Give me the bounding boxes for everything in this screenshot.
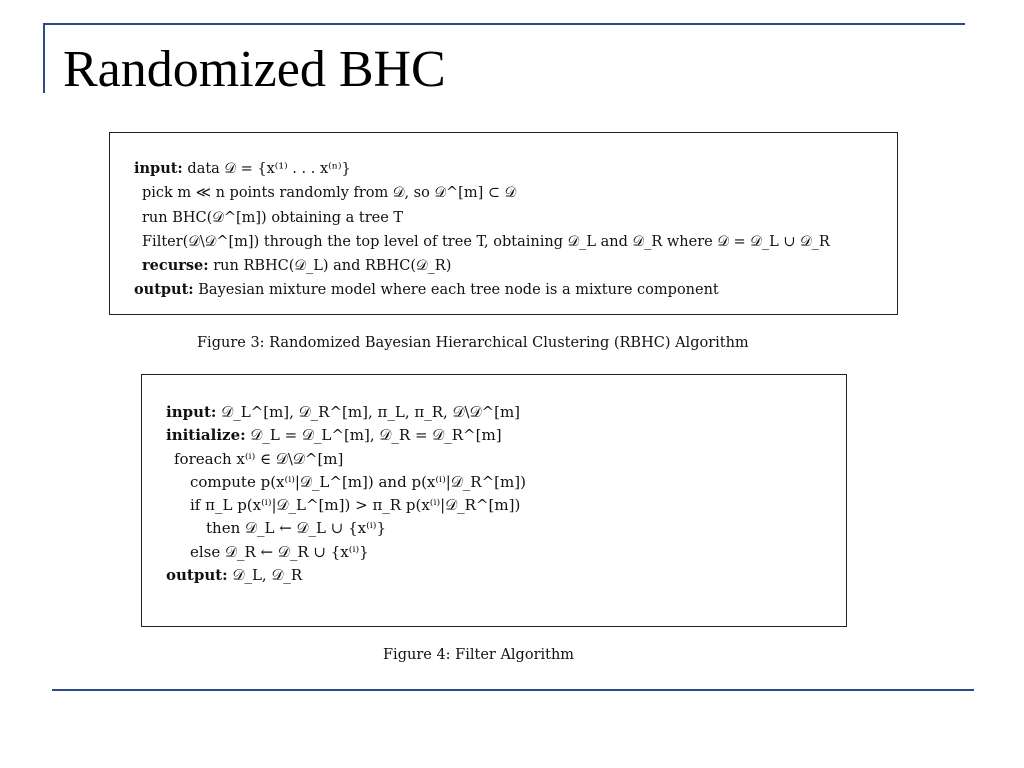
algo-keyword: output: [166, 566, 228, 585]
algo-text: pick m ≪ n points randomly from 𝒟, so 𝒟^[m] ⊂ 𝒟 [142, 185, 517, 202]
filter-algorithm-lines [166, 401, 840, 587]
rbhc-algorithm-lines [134, 157, 891, 303]
bottom-accent-rule [52, 689, 974, 691]
algo-text: compute p(x⁽ⁱ⁾|𝒟_L^[m]) and p(x⁽ⁱ⁾|𝒟_R^[m]) [190, 472, 526, 491]
algo-line [134, 230, 891, 254]
algo-line [166, 517, 840, 540]
left-accent-rule [43, 23, 45, 93]
algo-line [166, 471, 840, 494]
algo-text: 𝒟_L^[m], 𝒟_R^[m], π_L, π_R, 𝒟\𝒟^[m] [216, 403, 521, 421]
algo-text: 𝒟_L = 𝒟_L^[m], 𝒟_R = 𝒟_R^[m] [245, 426, 502, 445]
algo-text: 𝒟_L, 𝒟_R [227, 566, 303, 585]
algo-text: else 𝒟_R ← 𝒟_R ∪ {x⁽ⁱ⁾} [190, 542, 369, 561]
algo-line [134, 206, 891, 230]
algo-text: data 𝒟 = {x⁽¹⁾ . . . x⁽ⁿ⁾} [182, 161, 351, 177]
algo-line [134, 157, 891, 181]
algo-line [166, 564, 840, 587]
algo-keyword: initialize: [166, 426, 246, 445]
figure-3-caption: Figure 3: Randomized Bayesian Hierarchical Clustering (RBHC) Algorithm [197, 335, 749, 351]
slide-title: Randomized BHC [63, 41, 446, 98]
algo-line [166, 448, 840, 471]
algo-text: run BHC(𝒟^[m]) obtaining a tree T [142, 209, 404, 226]
figure-4-caption: Figure 4: Filter Algorithm [383, 647, 575, 663]
algo-text: Bayesian mixture model where each tree node is a mixture component [193, 282, 719, 299]
algo-line [134, 254, 891, 278]
algo-keyword: input: [134, 160, 183, 177]
algo-line [166, 424, 840, 447]
top-accent-rule [43, 23, 965, 25]
algo-line [134, 278, 891, 302]
algo-line [134, 181, 891, 205]
algo-text: run RBHC(𝒟_L) and RBHC(𝒟_R) [208, 258, 452, 275]
algo-line [166, 541, 840, 564]
algo-keyword: output: [134, 281, 194, 299]
algo-text: if π_L p(x⁽ⁱ⁾|𝒟_L^[m]) > π_R p(x⁽ⁱ⁾|𝒟_R^[m]) [190, 496, 521, 515]
algo-keyword: recurse: [142, 257, 209, 275]
algo-line [166, 494, 840, 517]
algo-text: then 𝒟_L ← 𝒟_L ∪ {x⁽ⁱ⁾} [206, 519, 386, 538]
algo-line [166, 401, 840, 424]
algo-text: foreach x⁽ⁱ⁾ ∈ 𝒟\𝒟^[m] [174, 449, 344, 468]
rbhc-algorithm-box [109, 132, 898, 315]
algo-text: Filter(𝒟\𝒟^[m]) through the top level of tree T, obtaining 𝒟_L and 𝒟_R where 𝒟 = 𝒟_L ∪ 𝒟_R [142, 233, 830, 250]
filter-algorithm-box [141, 374, 847, 627]
algo-keyword: input: [166, 403, 217, 421]
